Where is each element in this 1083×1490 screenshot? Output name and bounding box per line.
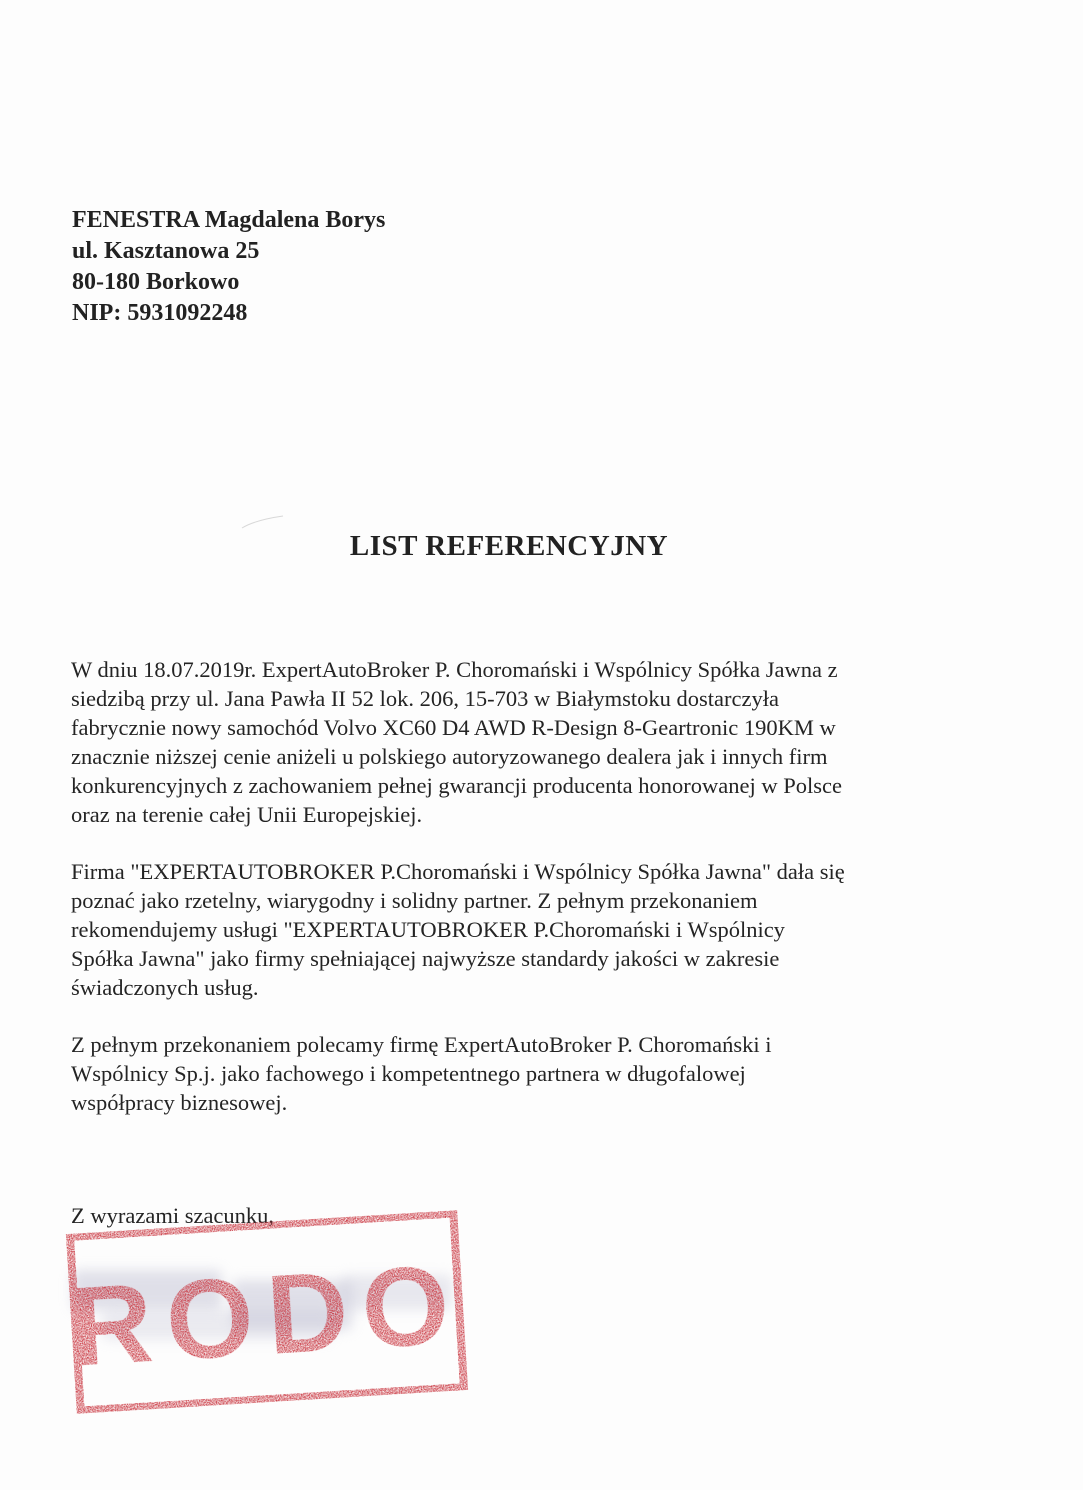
- text-line: poznać jako rzetelny, wiarygodny i solidny partner. Z pełnym przekonaniem: [71, 888, 758, 913]
- sender-name: FENESTRA Magdalena Borys: [72, 207, 386, 233]
- letter-title: LIST REFERENCYJNY: [349, 530, 669, 562]
- text-line: fabrycznie nowy samochód Volvo XC60 D4 AWD R-Design 8-Geartronic 190KM w: [71, 715, 836, 740]
- letter-body: [71, 655, 971, 1145]
- paragraph-1: [71, 655, 971, 829]
- scan-artifact: [240, 512, 285, 532]
- sender-street: ul. Kasztanowa 25: [72, 238, 260, 264]
- text-line: siedzibą przy ul. Jana Pawła II 52 lok. 206, 15-703 w Białymstoku dostarczyła: [71, 686, 779, 711]
- stamp-graphic: [56, 1200, 477, 1425]
- paragraph-2: [71, 857, 971, 1002]
- text-line: Firma "EXPERTAUTOBROKER P.Choromański i Wspólnicy Spółka Jawna" dała się: [71, 859, 845, 884]
- text-line: świadczonych usług.: [71, 975, 259, 1000]
- rodo-stamp: [56, 1200, 477, 1425]
- text-line: Wspólnicy Sp.j. jako fachowego i kompetentnego partnera w długofalowej: [71, 1061, 746, 1086]
- text-line: współpracy biznesowej.: [71, 1090, 288, 1115]
- stamp-text: RODO: [67, 1241, 467, 1390]
- text-line: W dniu 18.07.2019r. ExpertAutoBroker P. Choromański i Wspólnicy Spółka Jawna z: [71, 657, 838, 682]
- text-line: konkurencyjnych z zachowaniem pełnej gwarancji producenta honorowanej w Polsce: [71, 773, 842, 798]
- text-line: Z pełnym przekonaniem polecamy firmę ExpertAutoBroker P. Choromański i: [71, 1032, 772, 1057]
- text-line: Spółka Jawna" jako firmy spełniającej najwyższe standardy jakości w zakresie: [71, 946, 780, 971]
- sender-address: [72, 205, 385, 329]
- sender-city: 80-180 Borkowo: [72, 269, 240, 295]
- text-line: znacznie niższej cenie aniżeli u polskiego autoryzowanego dealera jak i innych firm: [71, 744, 828, 769]
- text-line: oraz na terenie całej Unii Europejskiej.: [71, 802, 423, 827]
- paragraph-3: [71, 1030, 971, 1117]
- closing-salutation: Z wyrazami szacunku,: [71, 1203, 275, 1228]
- sender-nip: NIP: 5931092248: [72, 300, 248, 326]
- text-line: rekomendujemy usługi "EXPERTAUTOBROKER P.Choromański i Wspólnicy: [71, 917, 785, 942]
